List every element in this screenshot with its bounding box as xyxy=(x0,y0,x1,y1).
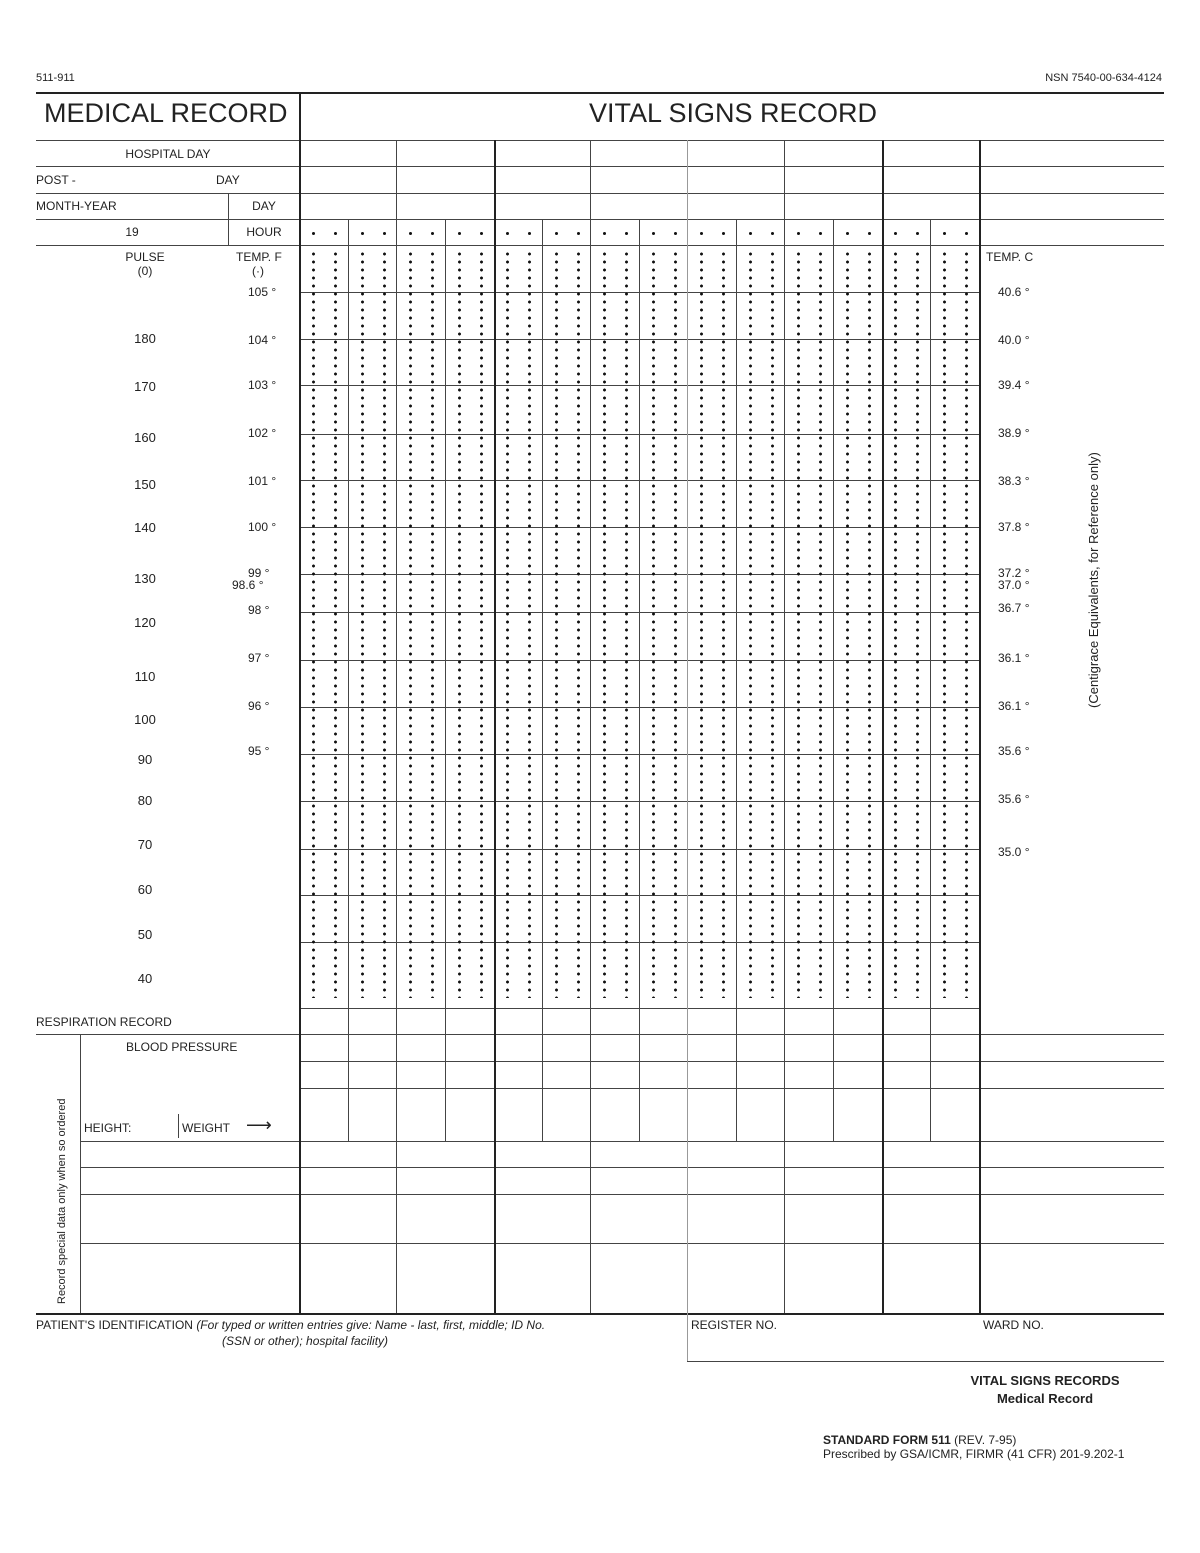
hour-slot-dot xyxy=(480,232,483,235)
shift-divider xyxy=(348,219,349,1141)
plot-dot-column xyxy=(652,250,655,998)
temp-c-tick: 36.1 ° xyxy=(998,699,1030,713)
grid-line-98-6 xyxy=(300,574,980,575)
hour-slot-dot xyxy=(819,232,822,235)
month-year-row-bottom xyxy=(36,219,1164,220)
shift-divider xyxy=(833,219,834,1141)
identification-top-rule xyxy=(36,1313,1164,1315)
temp-f-tick: 96 ° xyxy=(248,699,270,713)
grid-line xyxy=(300,292,980,293)
temp-c-tick: 38.3 ° xyxy=(998,474,1030,488)
centigrade-note: (Centigrace Equivalents, for Reference only) xyxy=(1086,452,1101,708)
pulse-tick: 60 xyxy=(137,882,153,897)
grid-line xyxy=(300,339,980,340)
hospital-day-label: HOSPITAL DAY xyxy=(125,147,211,161)
hour-slot-dot xyxy=(652,232,655,235)
grid-line xyxy=(300,895,980,896)
plot-dot-column xyxy=(506,250,509,998)
temp-f-tick: 97 ° xyxy=(248,651,270,665)
plot-dot-column xyxy=(700,250,703,998)
standard-form-line xyxy=(823,1433,1016,1447)
arrow-right-icon: ⟶ xyxy=(246,1115,272,1135)
bp-row-line xyxy=(300,1088,1164,1089)
pulse-tick: 40 xyxy=(137,971,153,986)
temp-f-tick: 95 ° xyxy=(248,744,270,758)
temp-c-tick: 39.4 ° xyxy=(998,378,1030,392)
hour-slot-dot xyxy=(555,232,558,235)
plot-dot-column xyxy=(603,250,606,998)
grid-line xyxy=(300,849,980,850)
day-divider xyxy=(784,140,785,1313)
grid-line xyxy=(300,527,980,528)
pulse-tick: 170 xyxy=(134,379,156,394)
temp-f-tick: 98 ° xyxy=(248,603,270,617)
hour-slot-dot xyxy=(894,232,897,235)
hour-slot-dot xyxy=(965,232,968,235)
plot-dot-column xyxy=(916,250,919,998)
register-no-label: REGISTER NO. xyxy=(691,1318,778,1332)
medical-record-title: MEDICAL RECORD xyxy=(44,98,288,128)
plot-dot-column xyxy=(819,250,822,998)
plot-dot-column xyxy=(312,250,315,998)
pulse-tick: 80 xyxy=(137,793,153,808)
temp-f-tick: 104 ° xyxy=(248,333,277,347)
plot-dot-column xyxy=(555,250,558,998)
pulse-symbol: (0) xyxy=(137,264,153,278)
temp-c-tick: 36.1 ° xyxy=(998,651,1030,665)
pulse-tick: 50 xyxy=(137,927,153,942)
temp-c-tick: 37.2 ° xyxy=(998,566,1030,580)
hour-slot-dot xyxy=(797,232,800,235)
hour-slot-dot xyxy=(771,232,774,235)
special-row-line xyxy=(80,1194,1164,1195)
grid-line xyxy=(300,612,980,613)
hour-slot-dot xyxy=(361,232,364,235)
plot-dot-column xyxy=(771,250,774,998)
patient-identification-label: PATIENT'S IDENTIFICATION (For typed or written entries give: Name - last, first, middle; ID No. xyxy=(36,1318,546,1332)
plot-dot-column xyxy=(409,250,412,998)
grid-line xyxy=(300,385,980,386)
day-label: DAY xyxy=(252,199,276,213)
post-label: POST - xyxy=(36,173,76,187)
respiration-label: RESPIRATION RECORD xyxy=(36,1015,172,1029)
blood-pressure-label: BLOOD PRESSURE xyxy=(126,1040,238,1054)
shift-divider xyxy=(445,219,446,1141)
special-row-line xyxy=(80,1243,1164,1244)
grid-line xyxy=(300,707,980,708)
form-subtitle: Medical Record xyxy=(996,1391,1094,1406)
form-title: VITAL SIGNS RECORDS xyxy=(970,1373,1120,1388)
month-year-label: MONTH-YEAR xyxy=(36,199,117,213)
hour-row-bottom xyxy=(36,245,1164,246)
plot-dot-column xyxy=(749,250,752,998)
day-divider xyxy=(687,140,688,1361)
patient-identification-note-2: (SSN or other); hospital facility) xyxy=(222,1334,389,1348)
chart-bottom xyxy=(300,1008,980,1009)
temp-f-symbol: (·) xyxy=(252,264,264,278)
pulse-tick: 120 xyxy=(134,615,156,630)
day-divider xyxy=(882,140,884,1313)
hour-label: HOUR xyxy=(246,225,282,239)
height-label: HEIGHT: xyxy=(84,1121,132,1135)
temp-c-tick: 36.7 ° xyxy=(998,601,1030,615)
plot-dot-column xyxy=(722,250,725,998)
hospital-day-row-bottom xyxy=(36,166,1164,167)
temp-c-tick: 35.0 ° xyxy=(998,845,1030,859)
temp-f-tick: 101 ° xyxy=(248,474,277,488)
temp-f-tick: 103 ° xyxy=(248,378,277,392)
hour-slot-dot xyxy=(846,232,849,235)
plot-dot-column xyxy=(625,250,628,998)
hour-slot-dot xyxy=(722,232,725,235)
shift-divider xyxy=(930,219,931,1141)
vital-signs-title: VITAL SIGNS RECORD xyxy=(588,98,878,128)
post-day-row-bottom xyxy=(36,193,1164,194)
temp-c-border xyxy=(979,140,981,1313)
pulse-header: PULSE xyxy=(125,250,165,264)
pulse-tick: 180 xyxy=(134,331,156,346)
post-day-label: DAY xyxy=(216,173,240,187)
hour-slot-dot xyxy=(700,232,703,235)
pulse-tick: 140 xyxy=(134,520,156,535)
hour-slot-dot xyxy=(431,232,434,235)
day-divider xyxy=(590,140,591,1313)
hour-slot-dot xyxy=(943,232,946,235)
hour-slot-dot xyxy=(674,232,677,235)
temp-c-header: TEMP. C xyxy=(986,250,1034,264)
pulse-tick: 130 xyxy=(134,571,156,586)
grid-line xyxy=(300,801,980,802)
temp-f-tick: 99 ° xyxy=(248,566,270,580)
grid-line xyxy=(300,434,980,435)
plot-dot-column xyxy=(846,250,849,998)
temp-f-header: TEMP. F xyxy=(236,250,282,264)
hour-slot-dot xyxy=(458,232,461,235)
plot-dot-column xyxy=(674,250,677,998)
weight-label: WEIGHT xyxy=(182,1121,230,1135)
hour-slot-dot xyxy=(528,232,531,235)
temp-c-tick: 40.0 ° xyxy=(998,333,1030,347)
temp-c-tick: 37.8 ° xyxy=(998,520,1030,534)
plot-dot-column xyxy=(458,250,461,998)
plot-dot-column xyxy=(894,250,897,998)
hour-slot-dot xyxy=(916,232,919,235)
plot-dot-column xyxy=(383,250,386,998)
hour-slot-dot xyxy=(603,232,606,235)
plot-dot-column xyxy=(480,250,483,998)
plot-dot-column xyxy=(431,250,434,998)
plot-dot-column xyxy=(943,250,946,998)
pulse-tick: 110 xyxy=(134,669,156,684)
left-panel-border xyxy=(299,92,301,1313)
hour-slot-dot xyxy=(577,232,580,235)
temp-f-tick: 100 ° xyxy=(248,520,277,534)
plot-dot-column xyxy=(361,250,364,998)
hour-slot-dot xyxy=(383,232,386,235)
temp-c-tick: 35.6 ° xyxy=(998,792,1030,806)
grid-line xyxy=(300,942,980,943)
pulse-tick: 160 xyxy=(134,430,156,445)
temp-f-tick: 105 ° xyxy=(248,285,277,299)
plot-dot-column xyxy=(528,250,531,998)
plot-dot-column xyxy=(868,250,871,998)
hour-slot-dot xyxy=(312,232,315,235)
shift-divider xyxy=(542,219,543,1141)
temp-c-tick: 37.0 ° xyxy=(998,578,1030,592)
temp-c-tick: 38.9 ° xyxy=(998,426,1030,440)
day-divider xyxy=(396,140,397,1313)
hour-slot-dot xyxy=(334,232,337,235)
temp-c-tick: 35.6 ° xyxy=(998,744,1030,758)
revision: (REV. 7-95) xyxy=(954,1433,1017,1447)
pulse-tick: 90 xyxy=(137,752,153,767)
ward-no-label: WARD NO. xyxy=(983,1318,1044,1332)
plot-dot-column xyxy=(965,250,968,998)
hour-slot-dot xyxy=(625,232,628,235)
patient-identification-note: (For typed or written entries give: Name - last, first, middle; ID No. xyxy=(196,1318,546,1332)
hour-slot-dot xyxy=(749,232,752,235)
form-code: 511-911 xyxy=(36,72,75,84)
title-row-bottom xyxy=(36,140,1164,141)
hour-slot-dot xyxy=(868,232,871,235)
special-row-line xyxy=(80,1167,1164,1168)
pulse-tick: 150 xyxy=(134,477,156,492)
register-ward-bottom xyxy=(687,1361,1164,1362)
weight-row-bottom xyxy=(80,1141,1164,1142)
nsn-number: NSN 7540-00-634-4124 xyxy=(1045,72,1162,84)
shift-divider xyxy=(736,219,737,1141)
bp-row-line xyxy=(300,1061,1164,1062)
day-divider xyxy=(494,140,496,1313)
temp-c-tick: 40.6 ° xyxy=(998,285,1030,299)
height-weight-divider xyxy=(178,1114,179,1138)
grid-line xyxy=(300,480,980,481)
plot-dot-column xyxy=(577,250,580,998)
pulse-tick: 100 xyxy=(134,712,156,727)
pulse-tick: 70 xyxy=(137,837,153,852)
shift-divider xyxy=(639,219,640,1141)
top-rule xyxy=(36,92,1164,94)
plot-dot-column xyxy=(797,250,800,998)
temp-f-tick-normal: 98.6 ° xyxy=(232,578,264,592)
special-data-note: Record special data only when so ordered xyxy=(56,1098,68,1304)
respiration-row-bottom xyxy=(36,1034,1164,1035)
grid-line xyxy=(300,660,980,661)
grid-line xyxy=(300,754,980,755)
standard-form-number: STANDARD FORM 511 xyxy=(823,1433,951,1447)
prescribed-by: Prescribed by GSA/ICMR, FIRMR (41 CFR) 201-9.202-1 xyxy=(823,1447,1125,1461)
vertical-note-border xyxy=(80,1034,81,1313)
plot-dot-column xyxy=(334,250,337,998)
hour-slot-dot xyxy=(506,232,509,235)
temp-f-tick: 102 ° xyxy=(248,426,277,440)
hour-slot-dot xyxy=(409,232,412,235)
year-prefix: 19 xyxy=(125,225,139,239)
